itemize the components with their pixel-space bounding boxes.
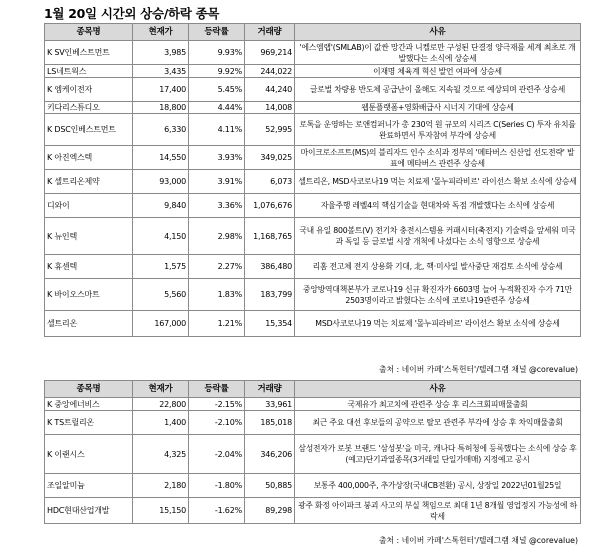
reason-text: 셀트리온, MSD사코로나19 먹는 치료제 '몰누피라비르' 라이선스 확보 소식에 상승세 — [295, 170, 581, 194]
falling-rows — [45, 398, 581, 524]
current-price: 4,150 — [133, 218, 189, 255]
table-row — [45, 78, 581, 102]
reason-text: 중앙방역대책본부가 코로나19 신규 확진자가 6603명 늘어 누적확진자 수가 71만2503명이라고 밝혔다는 소식에 코로나19관련주 상승세 — [295, 279, 581, 311]
current-price: 17,400 — [133, 78, 189, 102]
reason-text: 마이크로소프트(MS)의 블리자드 인수 소식과 정부의 '메타버스 신산업 선도전략' 발표에 메타버스 관련주 상승세 — [295, 146, 581, 170]
trade-volume: 1,076,676 — [245, 194, 295, 218]
table-row — [45, 398, 581, 411]
trade-volume: 33,961 — [245, 398, 295, 411]
stock-name: 디와이 — [45, 194, 133, 218]
stock-name: K 휴센텍 — [45, 255, 133, 279]
table-row — [45, 255, 581, 279]
current-price: 14,550 — [133, 146, 189, 170]
header-price: 현재가 — [133, 381, 189, 398]
change-rate: -1.62% — [189, 498, 245, 524]
source-note: 출처 : 네이버 카페'스톡헌터'/텔레그램 채널 @corevalue) — [379, 365, 578, 374]
current-price: 22,800 — [133, 398, 189, 411]
table-row — [45, 435, 581, 474]
rising-rows — [45, 41, 581, 337]
change-rate: 2.27% — [189, 255, 245, 279]
header-name: 종목명 — [45, 24, 133, 41]
change-rate: 2.98% — [189, 218, 245, 255]
stock-name: K 엠케이전자 — [45, 78, 133, 102]
current-price: 1,575 — [133, 255, 189, 279]
table-row — [45, 218, 581, 255]
reason-text: 최근 주요 대선 후보들의 공약으로 탈모 관련주 부각에 상승 후 차익매물출회 — [295, 411, 581, 435]
stock-name: 키다리스튜디오 — [45, 102, 133, 114]
trade-volume: 349,025 — [245, 146, 295, 170]
trade-volume: 50,885 — [245, 474, 295, 498]
stock-name: 조일알미늄 — [45, 474, 133, 498]
trade-volume: 14,008 — [245, 102, 295, 114]
stock-name: K 아진엑스텍 — [45, 146, 133, 170]
header-rate: 등락률 — [189, 24, 245, 41]
current-price: 3,435 — [133, 65, 189, 78]
reason-text: 국내 유일 800볼트(V) 전기차 충전시스템용 커패시터(축전지) 기술력을 앞세워 미국과 독일 등 글로벌 시장 개척에 나섰다는 소식 영향으로 상승세 — [295, 218, 581, 255]
change-rate: -1.80% — [189, 474, 245, 498]
change-rate: 4.11% — [189, 114, 245, 146]
reason-text: 웹툰플랫폼+영화배급사 시너지 기대에 상승세 — [295, 102, 581, 114]
table-row — [45, 474, 581, 498]
change-rate: -2.15% — [189, 398, 245, 411]
change-rate: -2.10% — [189, 411, 245, 435]
change-rate: -2.04% — [189, 435, 245, 474]
table-header-row — [45, 24, 581, 41]
reason-text: MSD사코로나19 먹는 치료제 '몰누피라비르' 라이선스 확보 소식에 상승세 — [295, 311, 581, 337]
current-price: 93,000 — [133, 170, 189, 194]
trade-volume: 244,022 — [245, 65, 295, 78]
reason-text: 삼성전자가 로봇 브랜드 '삼성봇'을 미국, 캐나다 특허청에 등록했다는 소식에 상승 후 (예고)단기과열종목(3거래일 단일가매매) 지정예고 공시 — [295, 435, 581, 474]
table-row — [45, 170, 581, 194]
table-row — [45, 41, 581, 65]
change-rate: 3.93% — [189, 146, 245, 170]
header-reason: 사유 — [295, 381, 581, 398]
current-price: 3,985 — [133, 41, 189, 65]
current-price: 4,325 — [133, 435, 189, 474]
reason-text: 광주 화정 아이파크 붕괴 사고의 부실 책임으로 최대 1년 8개월 영업정지 가능성에 하락세 — [295, 498, 581, 524]
stock-name: LS네트웍스 — [45, 65, 133, 78]
current-price: 167,000 — [133, 311, 189, 337]
table-row — [45, 498, 581, 524]
reason-text: 글로벌 차량용 반도체 공급난이 올해도 지속될 것으로 예상되며 관련주 상승세 — [295, 78, 581, 102]
reason-text: 로톡을 운영하는 로앤컴퍼니가 총 230억 원 규모의 시리즈 C(Series C) 투자 유치를 완료하면서 투자참여 부각에 상승세 — [295, 114, 581, 146]
trade-volume: 386,480 — [245, 255, 295, 279]
current-price: 6,330 — [133, 114, 189, 146]
table-row — [45, 114, 581, 146]
current-price: 1,400 — [133, 411, 189, 435]
change-rate: 4.44% — [189, 102, 245, 114]
current-price: 15,150 — [133, 498, 189, 524]
table-row — [45, 102, 581, 114]
table-row — [45, 279, 581, 311]
header-reason: 사유 — [295, 24, 581, 41]
stock-name: K 중앙에너비스 — [45, 398, 133, 411]
table-row — [45, 146, 581, 170]
stock-name: K TS트릴리온 — [45, 411, 133, 435]
stock-name: K 뉴인텍 — [45, 218, 133, 255]
change-rate: 3.36% — [189, 194, 245, 218]
rising-stocks-table — [44, 23, 581, 337]
trade-volume: 6,073 — [245, 170, 295, 194]
page-title: 1월 20일 시간외 상승/하락 종목 — [44, 6, 220, 21]
table-row — [45, 311, 581, 337]
table-header-row — [45, 381, 581, 398]
change-rate: 1.83% — [189, 279, 245, 311]
header-price: 현재가 — [133, 24, 189, 41]
trade-volume: 969,214 — [245, 41, 295, 65]
current-price: 18,800 — [133, 102, 189, 114]
change-rate: 5.45% — [189, 78, 245, 102]
stock-name: K SV인베스트먼트 — [45, 41, 133, 65]
current-price: 2,180 — [133, 474, 189, 498]
current-price: 5,560 — [133, 279, 189, 311]
trade-volume: 89,298 — [245, 498, 295, 524]
stock-name: K 셀트리온제약 — [45, 170, 133, 194]
reason-text: 국제유가 최고치에 관련주 상승 후 리스크회피매물출회 — [295, 398, 581, 411]
table-row — [45, 65, 581, 78]
current-price: 9,840 — [133, 194, 189, 218]
change-rate: 9.93% — [189, 41, 245, 65]
change-rate: 3.91% — [189, 170, 245, 194]
stock-name: K 바이오스마트 — [45, 279, 133, 311]
trade-volume: 44,240 — [245, 78, 295, 102]
stock-name: K 이랜시스 — [45, 435, 133, 474]
reason-text: 리홈 전고체 전지 상용화 기대, 北, 핵·미사일 발사중단 재검토 소식에 상승세 — [295, 255, 581, 279]
table-row — [45, 411, 581, 435]
change-rate: 9.92% — [189, 65, 245, 78]
reason-text: '에스엠랩'(SMLAB)이 값싼 망간과 니켈로만 구성된 단결정 양극재를 세계 최초로 개발했다는 소식에 상승세 — [295, 41, 581, 65]
reason-text: 자율주행 레벨4의 핵심기술을 현대차와 독점 개발했다는 소식에 상승세 — [295, 194, 581, 218]
reason-text: 보통주 400,000주, 추가상장(국내CB전환) 공시, 상장일 2022년01월25일 — [295, 474, 581, 498]
trade-volume: 15,354 — [245, 311, 295, 337]
stock-name: K DSC인베스트먼트 — [45, 114, 133, 146]
source-note: 출처 : 네이버 카페'스톡헌터'/텔레그램 채널 @corevalue) — [379, 536, 578, 545]
trade-volume: 183,799 — [245, 279, 295, 311]
trade-volume: 1,168,765 — [245, 218, 295, 255]
header-volume: 거래량 — [245, 24, 295, 41]
stock-name: 셀트리온 — [45, 311, 133, 337]
table-row — [45, 194, 581, 218]
header-rate: 등락률 — [189, 381, 245, 398]
change-rate: 1.21% — [189, 311, 245, 337]
header-name: 종목명 — [45, 381, 133, 398]
trade-volume: 185,018 — [245, 411, 295, 435]
stock-name: HDC현대산업개발 — [45, 498, 133, 524]
falling-stocks-table — [44, 380, 581, 524]
trade-volume: 52,995 — [245, 114, 295, 146]
trade-volume: 346,206 — [245, 435, 295, 474]
reason-text: 이재명 체육계 혁신 발언 여파에 상승세 — [295, 65, 581, 78]
header-volume: 거래량 — [245, 381, 295, 398]
